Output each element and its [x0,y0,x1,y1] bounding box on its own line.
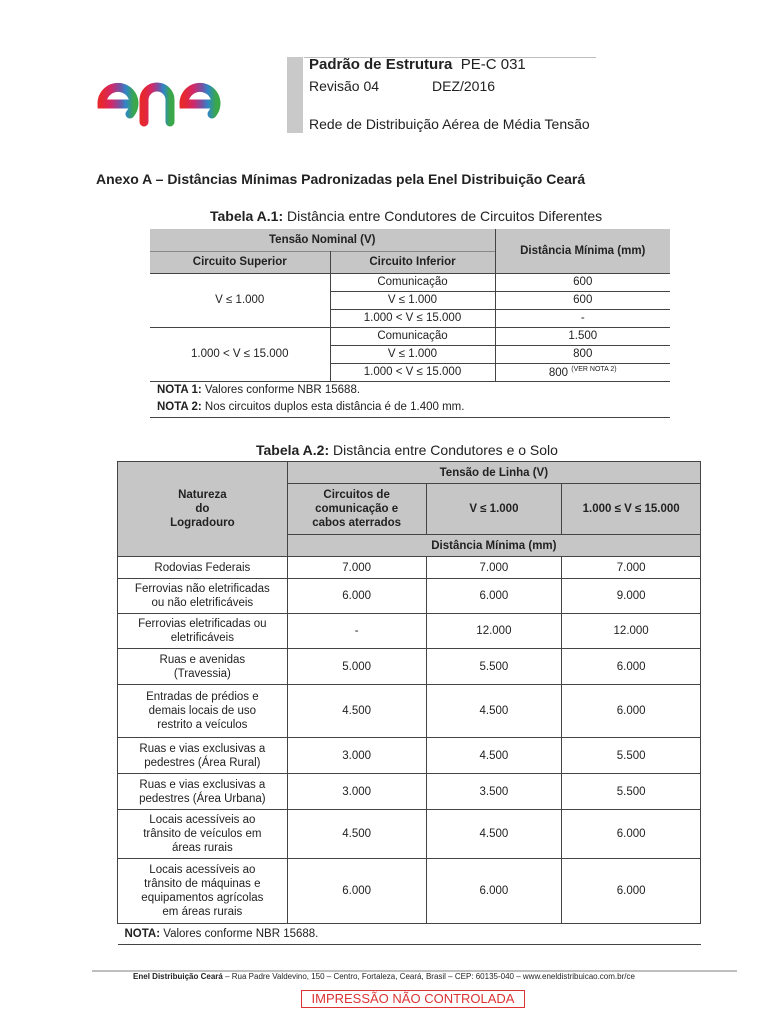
t2-nature-cell: Entradas de prédios e demais locais de uso restrito a veículos [118,685,288,738]
t2-header-col2: V ≤ 1.000 [426,484,562,535]
t2-nature-cell: Ruas e avenidas (Travessia) [118,649,288,685]
t1-header-lower: Circuito Inferior [330,251,495,273]
t2-value-cell: - [287,614,426,649]
t1-distance-cell: 1.500 [495,327,670,345]
t1-distance-cell: 800 [495,345,670,363]
t2-row [118,859,701,924]
footer-text: Enel Distribuição Ceará – Rua Padre Valdevino, 150 – Centro, Fortaleza, Ceará, Brasil – CEP: 60135-040 – www.eneldistribuicao.com.br/ce [133,972,635,981]
t2-value-cell: 5.500 [426,649,562,685]
t2-value-cell: 4.500 [426,738,562,774]
t2-value-cell: 3.500 [426,774,562,810]
table2-caption: Tabela A.2: Distância entre Condutores e o Solo [256,442,558,458]
t2-value-cell: 6.000 [562,859,701,924]
t2-row [118,810,701,859]
standard-title: Padrão de Estrutura PE-C 031 [309,56,526,73]
t2-header-col1: Circuitos de comunicação e cabos aterrados [287,484,426,535]
t1-header-tension: Tensão Nominal (V) [150,229,495,251]
t2-value-cell: 4.500 [287,810,426,859]
t1-distance-cell: 600 [495,291,670,309]
t2-header-tension: Tensão de Linha (V) [287,462,700,484]
t1-ver-nota: (VER NOTA 2) [571,365,617,373]
t2-row [118,738,701,774]
t2-value-cell: 6.000 [426,859,562,924]
t2-row [118,649,701,685]
annex-title: Anexo A – Distâncias Mínimas Padronizadas pela Enel Distribuição Ceará [96,171,586,187]
revision-date: DEZ/2016 [432,78,496,94]
t2-row [118,557,701,579]
document-subtitle: Rede de Distribuição Aérea de Média Tensão [309,116,590,132]
t2-value-cell: 6.000 [287,579,426,614]
t2-value-cell: 12.000 [562,614,701,649]
uncontrolled-print-stamp: IMPRESSÃO NÃO CONTROLADA [301,990,525,1008]
t2-value-cell: 5.500 [562,738,701,774]
t2-nature-cell: Ferrovias não eletrificadas ou não eletrificáveis [118,579,288,614]
t2-value-cell: 3.000 [287,774,426,810]
t2-row [118,685,701,738]
t2-value-cell: 7.000 [287,557,426,579]
t2-nature-cell: Locais acessíveis ao trânsito de veículos em áreas rurais [118,810,288,859]
revision: Revisão 04 [309,78,380,94]
t1-header-upper: Circuito Superior [150,251,330,273]
table-a2 [117,461,701,945]
t2-header-distance: Distância Mínima (mm) [287,535,700,557]
t1-lower-cell: 1.000 < V ≤ 15.000 [330,309,495,327]
t1-lower-cell: 1.000 < V ≤ 15.000 [330,363,495,381]
t2-value-cell: 5.500 [562,774,701,810]
t2-nature-cell: Rodovias Federais [118,557,288,579]
t2-row [118,774,701,810]
t2-value-cell: 7.000 [562,557,701,579]
t1-lower-cell: V ≤ 1.000 [330,345,495,363]
t2-row [118,579,701,614]
t2-nota: NOTA: Valores conforme NBR 15688. [118,924,701,945]
t2-nature-cell: Ruas e vias exclusivas a pedestres (Área Urbana) [118,774,288,810]
t2-value-cell: 4.500 [287,685,426,738]
t2-header-nature: Natureza do Logradouro [118,462,288,557]
t1-lower-cell: Comunicação [330,327,495,345]
t1-distance-cell: 800 $^{(VER NOTA 2)}$ [495,363,670,381]
t1-lower-cell: V ≤ 1.000 [330,291,495,309]
header-divider-bar [287,57,303,133]
t1-distance-cell: - [495,309,670,327]
t2-value-cell: 12.000 [426,614,562,649]
t1-nota1: NOTA 1: Valores conforme NBR 15688. [157,383,361,396]
t2-value-cell: 6.000 [287,859,426,924]
t2-value-cell: 5.000 [287,649,426,685]
t1-lower-cell: Comunicação [330,273,495,291]
t2-value-cell: 7.000 [426,557,562,579]
t2-row [118,614,701,649]
t1-upper-cell: 1.000 < V ≤ 15.000 [150,327,330,381]
t2-header-col3: 1.000 ≤ V ≤ 15.000 [562,484,701,535]
t2-value-cell: 6.000 [562,685,701,738]
t2-nature-cell: Ruas e vias exclusivas a pedestres (Área Rural) [118,738,288,774]
t2-value-cell: 6.000 [426,579,562,614]
table-a1 [150,229,670,418]
t1-distance-cell: 600 [495,273,670,291]
t1-nota2: NOTA 2: Nos circuitos duplos esta distância é de 1.400 mm. [150,398,670,417]
t2-nature-cell: Ferrovias eletrificadas ou eletrificáveis [118,614,288,649]
enel-logo [96,66,256,128]
t1-header-distance: Distância Mínima (mm) [495,229,670,273]
t2-value-cell: 4.500 [426,685,562,738]
t2-value-cell: 4.500 [426,810,562,859]
t2-value-cell: 9.000 [562,579,701,614]
t2-value-cell: 3.000 [287,738,426,774]
t2-value-cell: 6.000 [562,810,701,859]
table1-caption: Tabela A.1: Distância entre Condutores de Circuitos Diferentes [210,208,603,224]
t2-nature-cell: Locais acessíveis ao trânsito de máquinas e equipamentos agrícolas em áreas rurais [118,859,288,924]
t2-value-cell: 6.000 [562,649,701,685]
t1-upper-cell: V ≤ 1.000 [150,273,330,327]
